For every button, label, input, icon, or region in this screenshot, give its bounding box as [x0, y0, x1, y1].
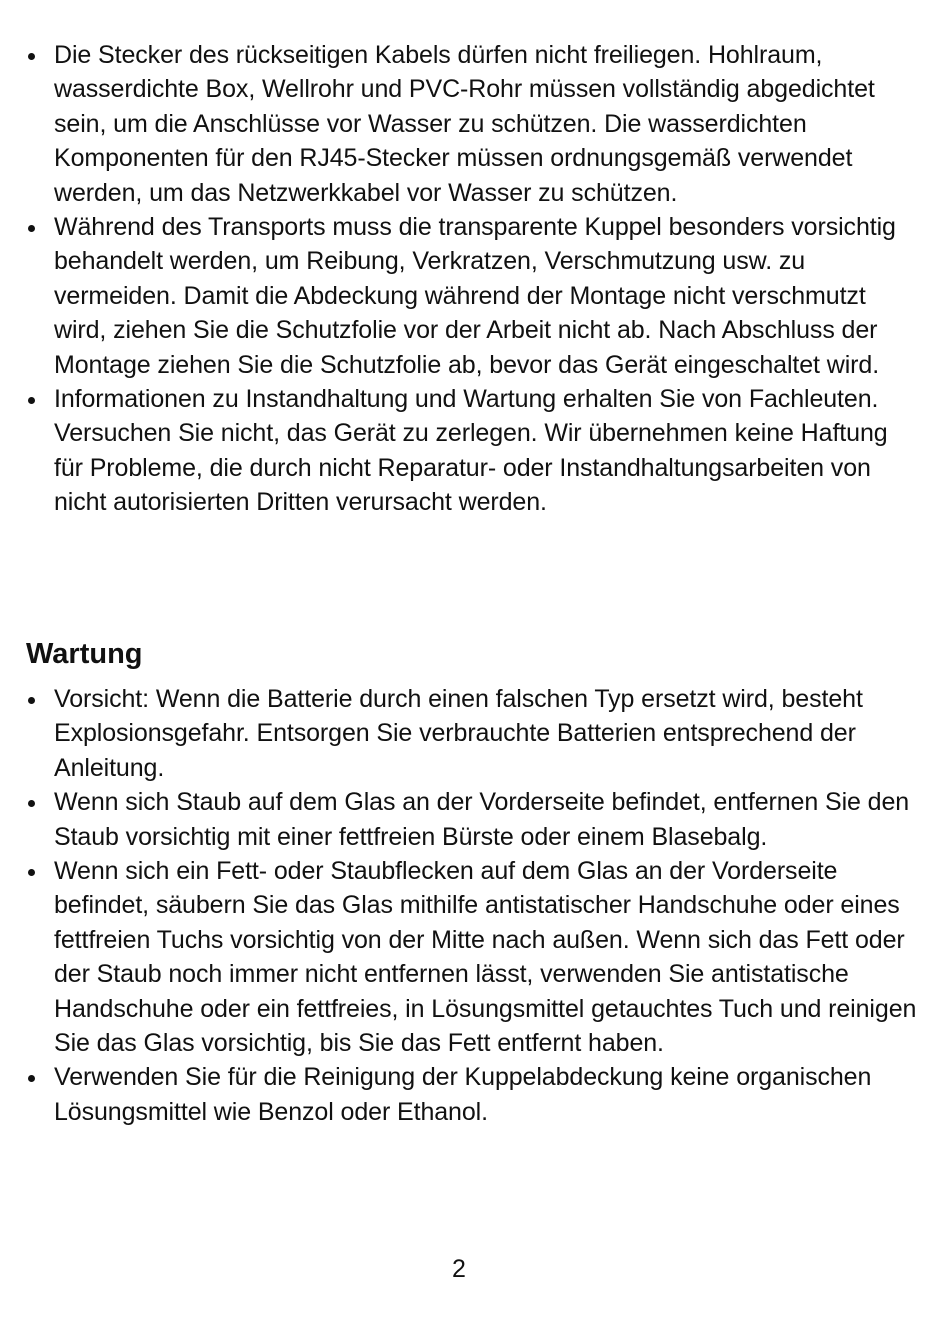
bullet-icon	[28, 1075, 35, 1082]
section-heading-wartung: Wartung	[26, 638, 143, 670]
bullet-icon	[28, 397, 35, 404]
bullet-icon	[28, 225, 35, 232]
list-item-text: Informationen zu Instandhaltung und Wartung erhalten Sie von Fachleuten. Versuchen Sie nicht, das Gerät zu zerlegen. Wir übernehmen keine Haftung für Probleme, die durch nicht Reparatur- oder Instandhaltungsarbeiten von nicht autorisierten Dritten verursacht werden.	[54, 385, 888, 517]
list-item-text: Während des Transports muss die transparente Kuppel besonders vorsichtig behandelt werden, um Reibung, Verkratzen, Verschmutzung usw. zu vermeiden. Damit die Abdeckung während der Montage nicht verschmutzt wird, ziehen Sie die Schutzfolie vor der Arbeit nicht ab. Nach Abschluss der Montage ziehen Sie die Schutzfolie ab, bevor das Gerät eingeschaltet wird.	[54, 213, 896, 379]
bullet-icon	[28, 800, 35, 807]
bullet-icon	[28, 53, 35, 60]
list-item-text: Wenn sich Staub auf dem Glas an der Vorderseite befindet, entfernen Sie den Staub vorsichtig mit einer fettfreien Bürste oder einem Blasebalg.	[54, 788, 910, 851]
list-item-text: Verwenden Sie für die Reinigung der Kuppelabdeckung keine organischen Lösungsmittel wie Benzol oder Ethanol.	[54, 1063, 872, 1126]
list-item	[26, 854, 921, 1060]
list-item	[26, 1060, 921, 1129]
precautions-list	[26, 38, 921, 520]
list-item	[26, 682, 921, 785]
list-item	[26, 210, 921, 382]
list-item-text: Die Stecker des rückseitigen Kabels dürfen nicht freiliegen. Hohlraum, wasserdichte Box, Wellrohr und PVC-Rohr müssen vollständig abgedichtet sein, um die Anschlüsse vor Wasser zu schützen. Die wasserdichten Komponenten für den RJ45-Stecker müssen ordnungsgemäß verwendet werden, um das Netzwerkkabel vor Wasser zu schützen.	[54, 41, 875, 207]
list-item-text: Wenn sich ein Fett- oder Staubflecken auf dem Glas an der Vorderseite befindet, säubern Sie das Glas mithilfe antistatischer Handschuhe oder eines fettfreien Tuchs vorsichtig von der Mitte nach außen. Wenn sich das Fett oder der Staub noch immer nicht entfernen lässt, verwenden Sie antistatische Handschuhe oder ein fettfreies, in Lösungsmittel getauchtes Tuch und reinigen Sie das Glas vorsichtig, bis Sie das Fett entfernt haben.	[54, 857, 917, 1058]
bullet-icon	[28, 869, 35, 876]
list-item-text: Vorsicht: Wenn die Batterie durch einen falschen Typ ersetzt wird, besteht Explosionsgefahr. Entsorgen Sie verbrauchte Batterien entsprechend der Anleitung.	[54, 685, 863, 782]
list-item	[26, 38, 921, 210]
bullet-icon	[28, 697, 35, 704]
list-item	[26, 785, 921, 854]
wartung-list	[26, 682, 921, 1129]
page-number: 2	[452, 1255, 466, 1283]
list-item	[26, 382, 921, 520]
